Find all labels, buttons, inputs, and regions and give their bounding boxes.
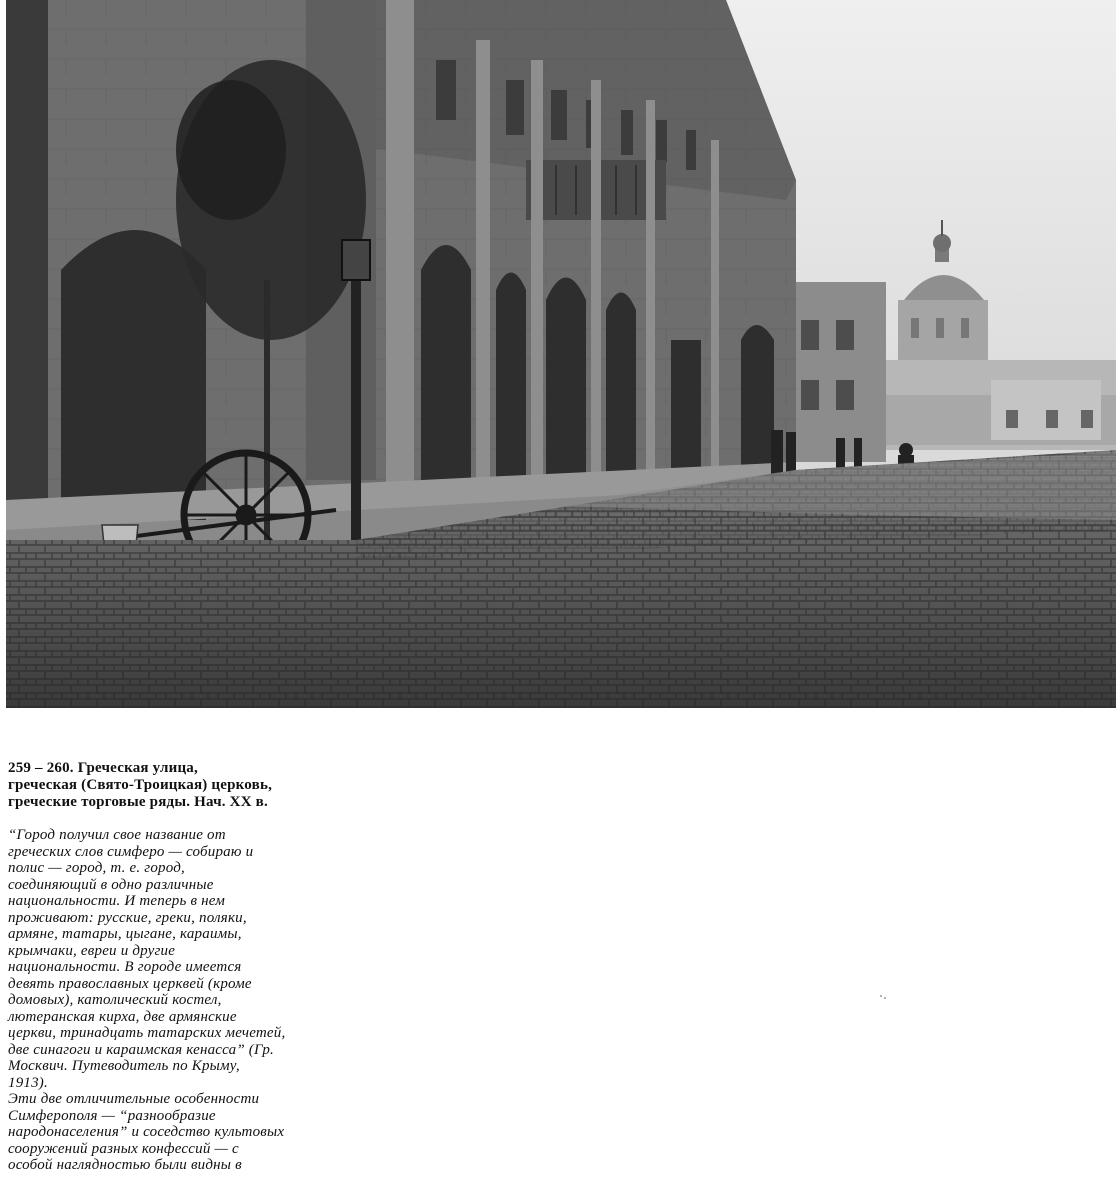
quote-paragraph: [8, 827, 380, 1174]
text-line: “Город получил свое название от: [8, 827, 226, 843]
caption-line: греческая (Свято-Троицкая) церковь,: [8, 777, 273, 793]
text-line: национальности. И теперь в нем: [8, 893, 226, 909]
caption-line: греческие торговые ряды. Нач. XX в.: [8, 794, 268, 810]
text-line: армяне, татары, цыгане, караимы,: [8, 926, 242, 942]
text-line: домовых), католический костел,: [8, 992, 222, 1008]
text-line: Симферополя — “разнообразие: [8, 1107, 216, 1124]
text-line: церкви, тринадцать татарских мечетей,: [8, 1025, 286, 1041]
text-line: девять православных церквей (кроме: [8, 975, 252, 992]
figure-caption: [8, 760, 380, 811]
text-line: крымчаки, евреи и другие: [8, 942, 176, 959]
text-line: Москвич. Путеводитель по Крыму,: [8, 1058, 240, 1074]
text-line: сооружений разных конфессий — с: [8, 1140, 239, 1157]
text-line: Эти две отличительные особенности: [8, 1091, 260, 1107]
scan-speck: [880, 995, 886, 999]
text-line: особой наглядностью были видны в: [8, 1157, 242, 1173]
text-line: две синагоги и караимская кенасса” (Гр.: [8, 1041, 274, 1058]
text-line: народонаселения” и соседство культовых: [8, 1124, 285, 1140]
street-photograph: [6, 0, 1116, 708]
text-line: лютеранская кирха, две армянские: [8, 1008, 237, 1025]
text-line: греческих слов симферо — собираю и: [8, 843, 254, 860]
text-line: национальности. В городе имеется: [8, 959, 242, 975]
text-line: соединяющий в одно различные: [8, 876, 214, 893]
caption-line: 259 – 260. Греческая улица,: [8, 760, 198, 776]
text-line: полис — город, т. е. город,: [8, 860, 185, 876]
caption-block: [8, 760, 380, 1174]
text-line: проживают: русские, греки, поляки,: [8, 909, 247, 926]
text-line: 1913).: [8, 1074, 48, 1091]
photo-illustration: [6, 0, 1116, 708]
